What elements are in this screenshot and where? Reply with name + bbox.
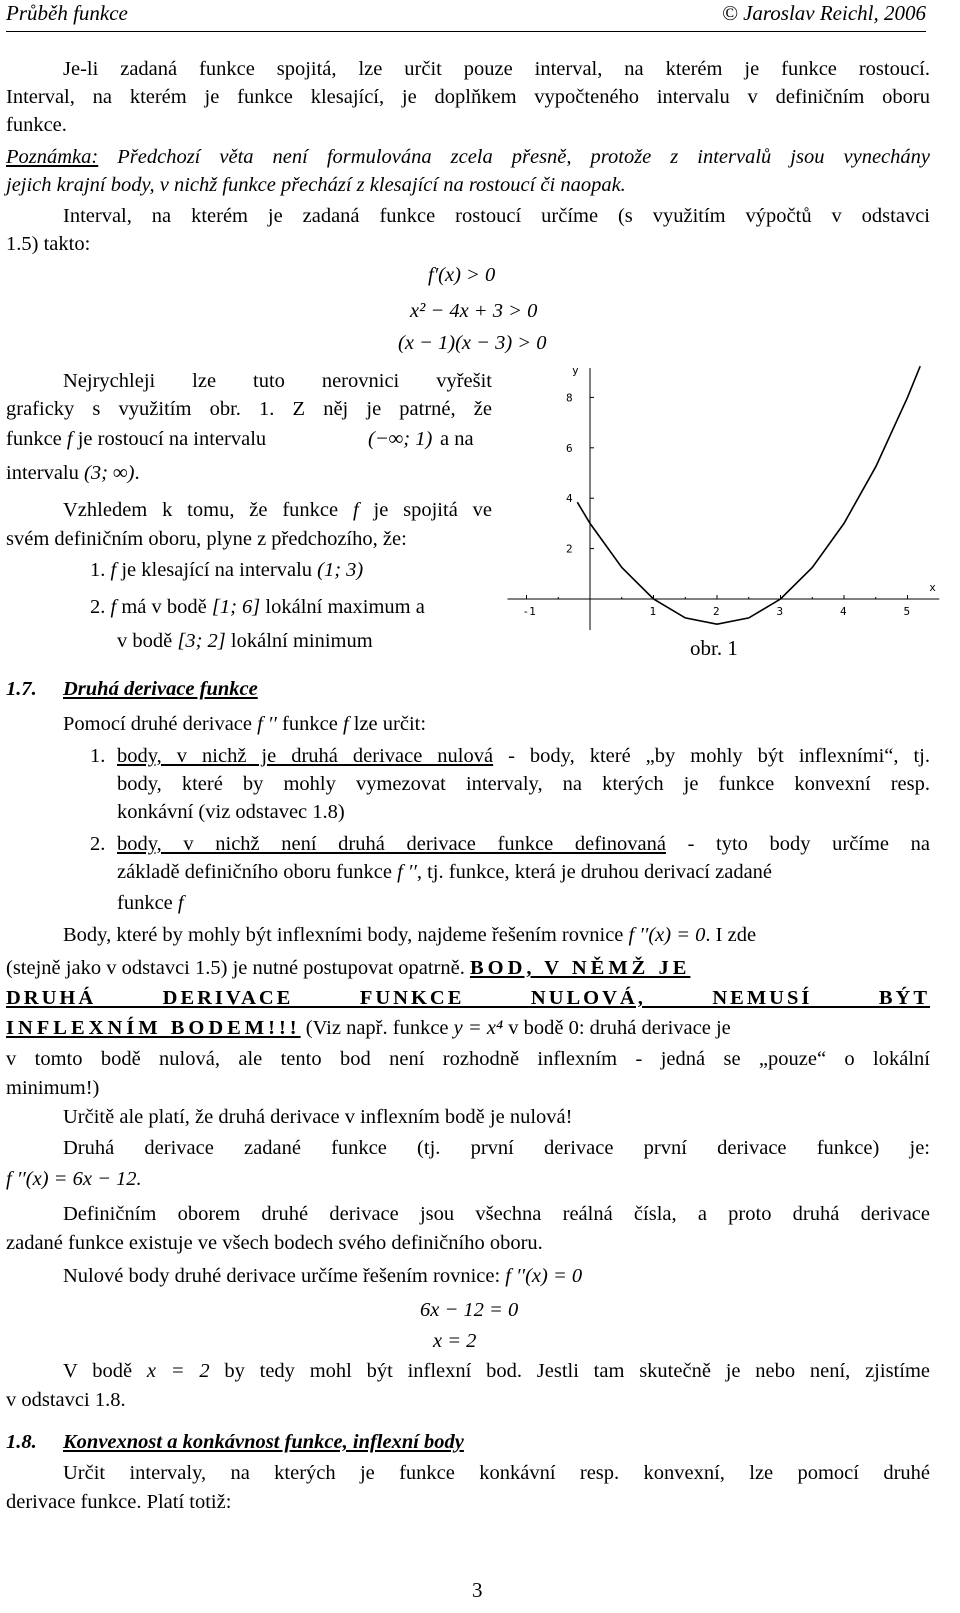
paragraph-line: Nulové body druhé derivace určíme řešením rovnice: f ′′(x) = 0 <box>63 1265 583 1287</box>
paragraph-line: Interval, na kterém je zadaná funkce rostoucí určíme (s využitím výpočtů v odstavci <box>63 205 930 227</box>
paragraph-line: a na <box>440 428 474 450</box>
section-number: 1.8. <box>6 1431 37 1453</box>
paragraph-line: funkce f je rostoucí na intervalu <box>6 428 267 450</box>
list-item: 2. f má v bodě [1; 6] lokální maximum a <box>90 596 425 618</box>
equation: (x − 1)(x − 3) > 0 <box>398 332 547 354</box>
note-line-2: jejich krajní body, v nichž funkce přechází z klesající na rostoucí či naopak. <box>6 174 626 196</box>
y-tick-label: 4 <box>566 492 573 506</box>
equation: f ′′(x) = 6x − 12. <box>6 1168 142 1190</box>
paragraph-line: graficky s využitím obr. 1. Z něj je patrné, že <box>6 398 492 420</box>
paragraph-line: v odstavci 1.8. <box>6 1389 126 1411</box>
paragraph-line: 1.5) takto: <box>6 233 91 255</box>
interval: (3; ∞) <box>84 462 135 484</box>
x-tick-label: 5 <box>903 605 911 618</box>
list-item-continuation: v bodě [3; 2] lokální minimum <box>117 630 373 652</box>
paragraph-line: Vzhledem k tomu, že funkce f je spojitá ve <box>63 499 492 521</box>
paragraph-line: v tomto bodě nulová, ale tento bod není rozhodně inflexním - jedná se „pouze“ o lokální <box>6 1048 930 1070</box>
paragraph-line: derivace funkce. Platí totiž: <box>6 1491 232 1513</box>
header-author: © Jaroslav Reichl, 2006 <box>721 1 926 25</box>
graph-ticks <box>523 391 911 618</box>
emphasis-text: INFLEXNÍM BODEM!!! <box>6 1017 301 1039</box>
paragraph-line: V bodě x = 2 by tedy mohl být inflexní bod. Jestli tam skutečně je nebo není, zjistíme <box>63 1360 930 1382</box>
list-item-line: body, které by mohly vymezovat intervaly, na kterých je funkce konvexní resp. <box>117 773 930 795</box>
interval: (−∞; 1) <box>368 428 433 450</box>
equation: 6x − 12 = 0 <box>420 1299 519 1321</box>
list-item: 1. f je klesající na intervalu (1; 3) <box>90 559 364 581</box>
list-number: 1. <box>90 745 106 767</box>
list-item-line: konkávní (viz odstavec 1.8) <box>117 801 345 823</box>
paragraph-line: intervalu (3; ∞). <box>6 462 140 484</box>
paragraph-line: svém definičním oboru, plyne z předchozího, že: <box>6 528 407 550</box>
header-title: Průběh funkce <box>6 1 128 25</box>
equation: f′(x) > 0 <box>428 264 496 286</box>
note-label: Poznámka: <box>6 146 99 168</box>
list-number: 2. <box>90 833 106 855</box>
x-tick-label: 3 <box>776 605 784 618</box>
parabola-curve <box>577 366 920 624</box>
note-line-1: Poznámka: Předchozí věta není formulována zcela přesně, protože z intervalů jsou vynechány <box>6 146 930 168</box>
equation: x² − 4x + 3 > 0 <box>410 300 538 322</box>
paragraph-line: Nejrychleji lze tuto nerovnici vyřešit <box>63 370 492 392</box>
header-rule <box>6 31 926 32</box>
x-tick-label: 1 <box>649 605 657 618</box>
function-graph <box>508 362 936 632</box>
emphasis-text: BOD, V NĚMŽ JE <box>469 957 691 979</box>
paragraph-line: minimum!) <box>6 1077 100 1099</box>
figure-caption: obr. 1 <box>690 636 738 660</box>
list-item: body, v nichž není druhá derivace funkce definovaná - tyto body určíme na <box>117 833 930 855</box>
paragraph-line: Definičním oborem druhé derivace jsou všechna reálná čísla, a proto druhá derivace <box>63 1203 930 1225</box>
paragraph-line: zadané funkce existuje ve všech bodech svého definičního oboru. <box>6 1232 543 1254</box>
paragraph-line: funkce. <box>6 114 67 136</box>
equation: x = 2 <box>433 1330 477 1352</box>
y-tick-label: 6 <box>566 441 573 455</box>
paragraph-line: Interval, na kterém je funkce klesající, je doplňkem vypočteného intervalu v definičním oboru <box>6 86 930 108</box>
paragraph-line: INFLEXNÍM BODEM!!! (Viz např. funkce y = x⁴ v bodě 0: druhá derivace je <box>6 1017 731 1039</box>
graph-curve <box>577 366 920 624</box>
list-item-line: funkce f <box>117 892 184 914</box>
list-item: body, v nichž je druhá derivace nulová - body, které „by mohly být inflexními“, tj. <box>117 745 931 767</box>
section-title: Druhá derivace funkce <box>63 678 258 700</box>
paragraph-line: Určit intervaly, na kterých je funkce konkávní resp. konvexní, lze pomocí druhé <box>63 1462 930 1484</box>
paragraph-line: Body, které by mohly být inflexními body, najdeme řešením rovnice f ′′(x) = 0. I zde <box>63 924 757 946</box>
section-number: 1.7. <box>6 678 37 700</box>
paragraph-line: Je-li zadaná funkce spojitá, lze určit pouze interval, na kterém je funkce rostoucí. <box>63 58 930 80</box>
paragraph-line: Pomocí druhé derivace f ′′ funkce f lze určit: <box>63 713 427 735</box>
paragraph-line: Druhá derivace zadané funkce (tj. první derivace první derivace funkce) je: <box>63 1137 930 1159</box>
y-tick-label: 8 <box>566 391 573 405</box>
x-axis-label: x <box>929 581 936 594</box>
paragraph-line: Určitě ale platí, že druhá derivace v inflexním bodě je nulová! <box>63 1106 573 1128</box>
y-axis-label: y <box>572 364 579 377</box>
emphasis-text: DRUHÁ DERIVACE FUNKCE NULOVÁ, NEMUSÍ BÝT <box>6 987 930 1009</box>
x-tick-label: -1 <box>522 605 536 618</box>
y-tick-label: 2 <box>566 542 573 556</box>
x-tick-label: 2 <box>713 605 720 618</box>
x-tick-label: 4 <box>840 605 847 618</box>
paragraph-line: (stejně jako v odstavci 1.5) je nutné postupovat opatrně. BOD, V NĚMŽ JE <box>6 957 691 979</box>
section-title: Konvexnost a konkávnost funkce, inflexní body <box>63 1431 464 1453</box>
page-number: 3 <box>472 1578 483 1602</box>
list-item-line: základě definičního oboru funkce f ′′, tj. funkce, která je druhou derivací zadané <box>117 861 773 883</box>
